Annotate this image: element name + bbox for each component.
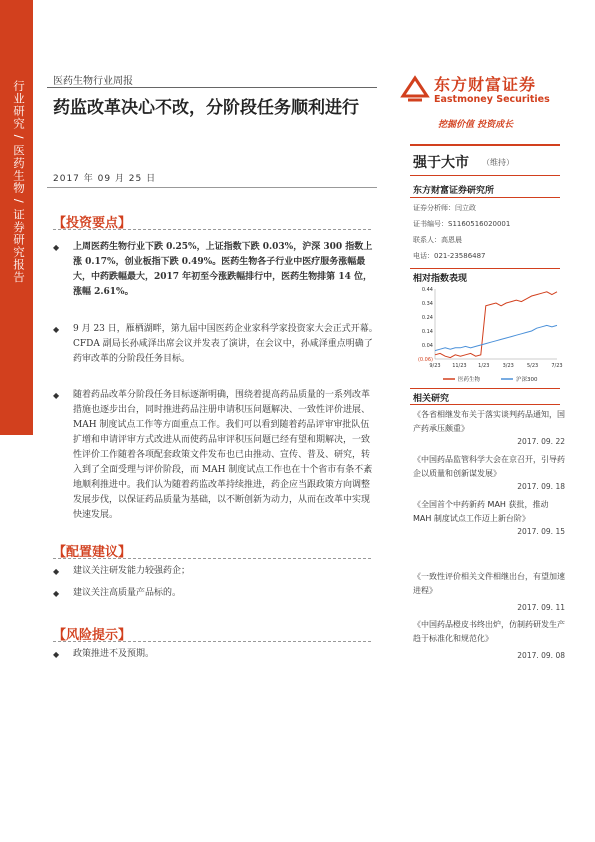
contact-phone: 电话：021-23586487 xyxy=(413,252,486,260)
y-tick-label: 0.44 xyxy=(421,287,433,293)
related-item[interactable]: 《中国药品监管科学大会在京召开，引导药企以质量和创新谋发展》 xyxy=(413,455,565,478)
section-config-rule xyxy=(53,558,371,559)
related-date: 2017. 09. 08 xyxy=(517,651,565,660)
institute-rule xyxy=(410,197,560,198)
analyst-cert: 证书编号：S1160516020001 xyxy=(413,220,511,228)
diamond-icon: ◆ xyxy=(53,650,60,659)
related-item[interactable]: 《一致性评价相关文件相继出台，有望加速进程》 xyxy=(413,572,565,595)
x-tick-label: 11/23 xyxy=(452,363,467,369)
invest-bullet-3: ◆ 随着药品改革分阶段任务目标逐渐明确，围绕着提高药品质量的一系列改革措施也逐步出台，同时推进药品注册申请积压问题解决、一致性评价进展、MAH 制度试点工作等方面重点工作。我们可以看到随着药品评审审批队伍扩增和申请评审方式改进从而使药品审评积压问题已经有望和期解决，一致性评价工作随着各项配套政策文件发布也已由推动、宣传、普及、研究，转入到了全面受理与评价阶段，而 MAH 制度试点工作也在十个省市有条不紊地顺利推进中。我们认为随着药监改革持续推进，药企应当跟政策方向调整发展步伐，以保证药品质量为基础，以不断创新为动力，从而在改革中实现快速发展。 xyxy=(53,390,373,520)
series-line-0 xyxy=(435,292,557,358)
chart-rule xyxy=(410,268,560,269)
header-divider xyxy=(47,87,377,88)
research-institute: 东方财富证券研究所 xyxy=(413,186,495,196)
rating-rule-bottom xyxy=(410,175,560,176)
brand-name-cn: 东方财富证券 xyxy=(434,75,537,94)
related-date: 2017. 09. 22 xyxy=(517,437,565,446)
series-line-1 xyxy=(435,325,557,350)
related-item[interactable]: 《中国药品橙皮书终出炉，仿制药研发生产趋于标准化和规范化》 xyxy=(413,620,565,643)
invest-bullet-2: ◆ 9 月 23 日，雁栖湖畔，第九届中国医药企业家科学家投资家大会正式开幕。CFDA 副局长孙咸泽出席会议并发表了演讲，在会议中，孙咸泽重点明确了药审改革的分阶段任务目标。 xyxy=(53,324,378,364)
rating-value: 强于大市 xyxy=(413,155,469,171)
contact-name: 联系人：高恩晨 xyxy=(413,236,462,244)
diamond-icon: ◆ xyxy=(53,391,60,400)
relative-performance-chart xyxy=(413,285,563,385)
diamond-icon: ◆ xyxy=(53,243,60,252)
diamond-icon: ◆ xyxy=(53,589,60,598)
analyst-name: 证券分析师：闫立政 xyxy=(413,204,476,212)
rating-note: （维持） xyxy=(482,158,514,167)
section-config-heading: 【配置建议】 xyxy=(53,545,132,560)
config-bullet-1: ◆ 建议关注研发能力较强药企； xyxy=(53,564,378,579)
report-title: 药监改革决心不改，分阶段任务顺利进行 xyxy=(53,98,359,118)
eastmoney-logo-icon xyxy=(400,74,430,104)
x-tick-label: 9/23 xyxy=(429,363,441,369)
side-label: 行业研究 / 医药生物 / 证券研究报告 xyxy=(12,80,26,284)
related-date: 2017. 09. 15 xyxy=(517,527,565,536)
related-title: 相关研究 xyxy=(413,394,450,404)
y-tick-label: 0.14 xyxy=(421,329,433,335)
report-category: 医药生物行业周报 xyxy=(53,76,133,87)
related-date: 2017. 09. 18 xyxy=(517,482,565,491)
y-tick-label: 0.04 xyxy=(421,343,433,349)
section-invest-heading: 【投资要点】 xyxy=(53,216,132,231)
related-item[interactable]: 《各省相继发布关于落实谈判药品通知，国产药承压颇重》 xyxy=(413,410,565,433)
section-risk-heading: 【风险提示】 xyxy=(53,628,132,643)
rating-rule-top xyxy=(410,144,560,146)
legend-label: 沪深300 xyxy=(516,377,538,383)
section-invest-rule xyxy=(53,229,371,230)
side-bar xyxy=(0,0,33,435)
report-date: 2017 年 09 月 25 日 xyxy=(53,174,157,184)
chart-section-title: 相对指数表现 xyxy=(413,274,468,284)
brand-slogan: 挖掘价值 投资成长 xyxy=(438,120,514,130)
y-tick-label: 0.24 xyxy=(421,315,433,321)
risk-bullet-1: ◆ 政策推进不及预期。 xyxy=(53,647,378,662)
brand-name-en: Eastmoney Securities xyxy=(434,94,550,105)
x-tick-label: 5/23 xyxy=(526,363,539,369)
legend-label: 医药生物 xyxy=(458,377,481,383)
x-tick-label: 7/23 xyxy=(551,363,563,369)
related-rule xyxy=(410,388,560,389)
y-tick-label: (0.06) xyxy=(417,357,433,363)
diamond-icon: ◆ xyxy=(53,567,60,576)
section-risk-rule xyxy=(53,641,371,642)
date-divider xyxy=(47,187,377,188)
related-item[interactable]: 《全国首个中药新药 MAH 获批，推动 MAH 制度试点工作迈上新台阶》 xyxy=(413,500,549,523)
chart-svg xyxy=(413,285,563,385)
x-tick-label: 3/23 xyxy=(502,363,514,369)
config-bullet-2: ◆ 建议关注高质量产品标的。 xyxy=(53,586,378,601)
y-tick-label: 0.34 xyxy=(421,301,433,307)
related-date: 2017. 09. 11 xyxy=(517,603,565,612)
diamond-icon: ◆ xyxy=(53,325,60,334)
x-tick-label: 1/23 xyxy=(478,363,490,369)
related-rule-2 xyxy=(410,404,560,405)
brand-logo xyxy=(400,70,560,112)
invest-bullet-1: ◆ 上周医药生物行业下跌 0.25%，上证指数下跌 0.03%，沪深 300 指数上涨 0.17%，创业板指下跌 0.49%。医药生物各子行业中医疗服务涨幅最大，中药跌幅最大，2017 年初至今涨跌幅排行中，医药生物排第 14 位，涨幅 2.61%。 xyxy=(53,242,373,297)
